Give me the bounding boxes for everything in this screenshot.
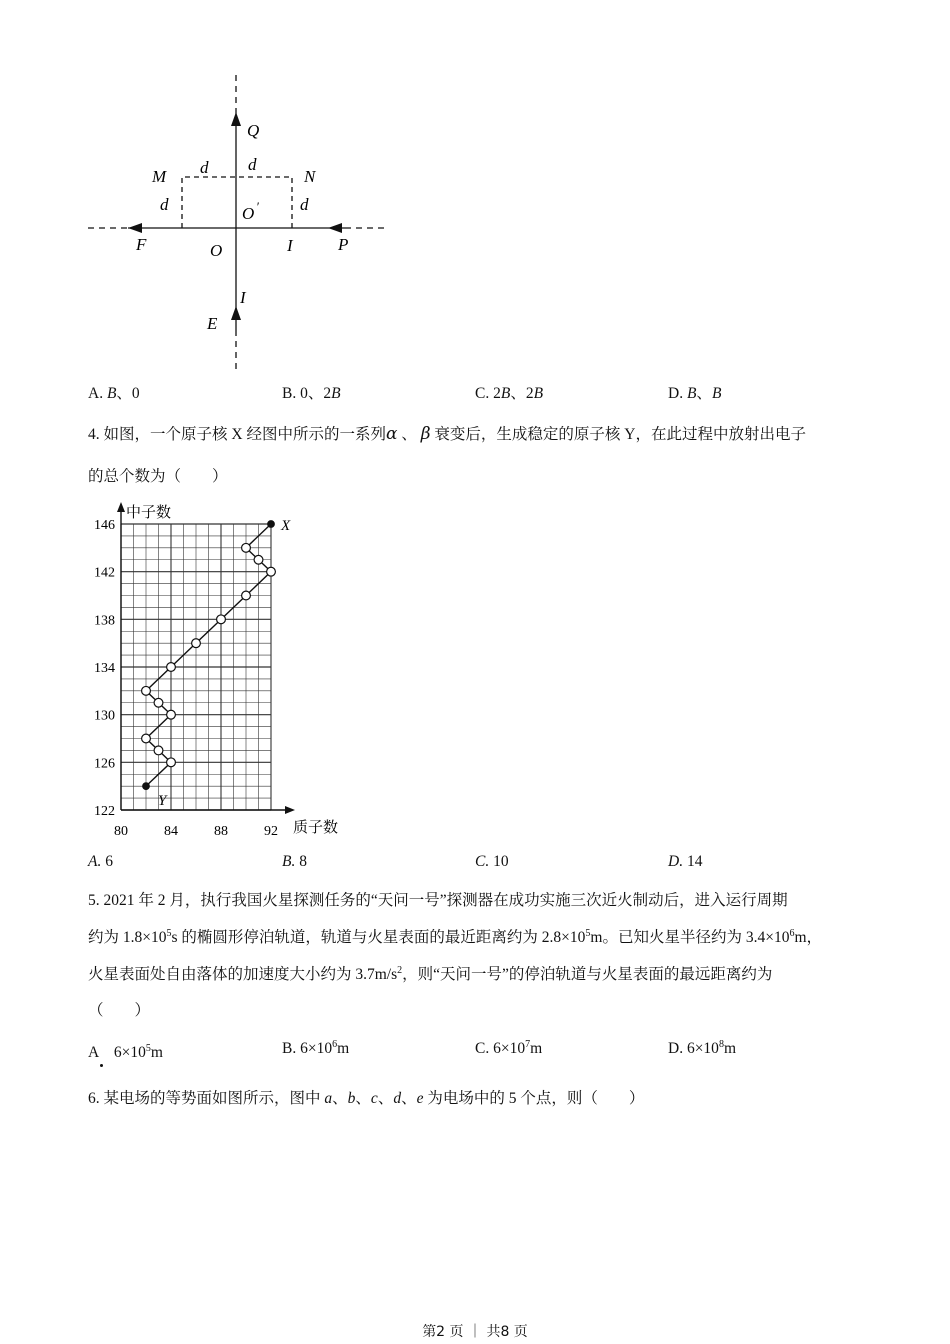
y-axis-label: 中子数 [126, 503, 172, 521]
alpha-symbol: α [385, 424, 398, 444]
q4-stem-line1: 4. 如图，一个原子核 X 经图中所示的一系列α 、 β 衰变后，生成稳定的原子核 Y，在此过程中放射出电子 [88, 424, 806, 444]
q5-stem-line4: （ ） [88, 1002, 151, 1019]
dot-mark [100, 1064, 103, 1067]
label-n: N [304, 167, 316, 186]
x-tick-label: 80 [114, 824, 128, 839]
nucleus-endpoint [268, 521, 275, 528]
q3-option-a[interactable]: A. B、0 [88, 385, 140, 402]
decay-point [142, 686, 151, 695]
label-i-horizontal: I [287, 236, 293, 255]
decay-point [154, 746, 163, 755]
arrow-left-f-icon [128, 223, 142, 233]
label-d-right: d [300, 195, 309, 214]
q5-option-d[interactable]: D. $6\times 10^8m$ [668, 1038, 736, 1057]
q3-option-d[interactable]: D. B、B [668, 385, 722, 402]
y-tick-label: 138 [94, 613, 115, 629]
y-axis-arrow-icon [117, 502, 125, 512]
x-tick-label: 88 [214, 824, 228, 839]
page-footer: 第2 页 ｜ 共8 页 [422, 1324, 528, 1340]
label-y-nucleus: Y [158, 793, 167, 810]
label-d-top-left: d [200, 158, 209, 177]
label-o: O [210, 241, 223, 260]
x-axis-arrow-icon [285, 806, 295, 814]
y-tick-label: 130 [94, 708, 115, 724]
y-tick-label: 126 [94, 756, 115, 772]
label-prime: ′ [256, 199, 259, 214]
label-d-left: d [160, 195, 169, 214]
label-o-prime: O [242, 204, 255, 223]
decay-point [154, 698, 163, 707]
label-x-nucleus: X [281, 518, 291, 534]
decay-point [242, 543, 251, 552]
q3-option-c[interactable]: C. 2B、2B [475, 385, 544, 402]
q4-option-c[interactable]: C. 10 [475, 853, 509, 870]
label-p: P [338, 235, 349, 254]
label-e: E [207, 314, 218, 333]
x-axis-label: 质子数 [293, 818, 339, 836]
y-tick-label: 134 [94, 661, 115, 676]
decay-point [267, 567, 276, 576]
label-m: M [152, 167, 167, 186]
decay-chart [85, 500, 365, 845]
arrow-left-p-icon [328, 223, 342, 233]
decay-point [167, 710, 176, 719]
label-i-vertical: I [240, 288, 246, 307]
decay-point [254, 555, 263, 564]
q5-stem-line2: 约为 $1.8\times 10^5s$ 的椭圆形停泊轨道，轨道与火星表面的最近距离约为 $2.8\times 10^5m$。已知火星半径约为 $3.4\times 10^6m$， [88, 927, 823, 946]
label-d-top-right: d [248, 155, 257, 174]
q3-option-b[interactable]: B. 0、2B [282, 385, 341, 402]
q5-option-c[interactable]: C. $6\times 10^7m$ [475, 1038, 543, 1057]
y-tick-label: 142 [94, 565, 115, 581]
q4-option-d[interactable]: D. 14 [668, 853, 703, 870]
decay-point [167, 758, 176, 767]
beta-symbol: β [420, 424, 431, 444]
q4-option-b[interactable]: B. 8 [282, 853, 307, 870]
q6-stem: 6. 某电场的等势面如图所示，图中 a、b、c、d、e 为电场中的 5 个点，则（ ） [88, 1090, 645, 1107]
q4-option-a[interactable]: A. 6 [88, 853, 113, 870]
y-tick-label: 122 [94, 804, 115, 819]
decay-point [242, 591, 251, 600]
label-q: Q [247, 121, 260, 140]
y-tick-label: 146 [94, 518, 115, 533]
q5-option-b[interactable]: B. $6\times 10^6m$ [282, 1038, 350, 1057]
q5-stem-line3: 火星表面处自由落体的加速度大小约为 $3.7m/s^2$，则“天问一号”的停泊轨道与火星表面的最远距离约为 [88, 964, 773, 983]
q5-stem-line1: 5. 2021 年 2 月，执行我国火星探测任务的“天问一号”探测器在成功实施三次近火制动后，进入运行周期 [88, 892, 788, 909]
q4-stem-line2: 的总个数为（ ） [88, 468, 228, 485]
decay-point [192, 639, 201, 648]
q5-option-a[interactable]: A $6\times 10^5m$ [88, 1042, 163, 1061]
dashed-rectangle [182, 177, 292, 228]
magnetic-field-diagram [80, 70, 400, 375]
nucleus-endpoint [143, 783, 150, 790]
x-tick-label: 92 [264, 824, 278, 839]
decay-point [142, 734, 151, 743]
label-f: F [136, 235, 147, 254]
x-tick-label: 84 [164, 824, 178, 839]
decay-point [167, 663, 176, 672]
arrow-up-q-icon [231, 112, 241, 126]
arrow-up-e-icon [231, 306, 241, 320]
decay-point [217, 615, 226, 624]
